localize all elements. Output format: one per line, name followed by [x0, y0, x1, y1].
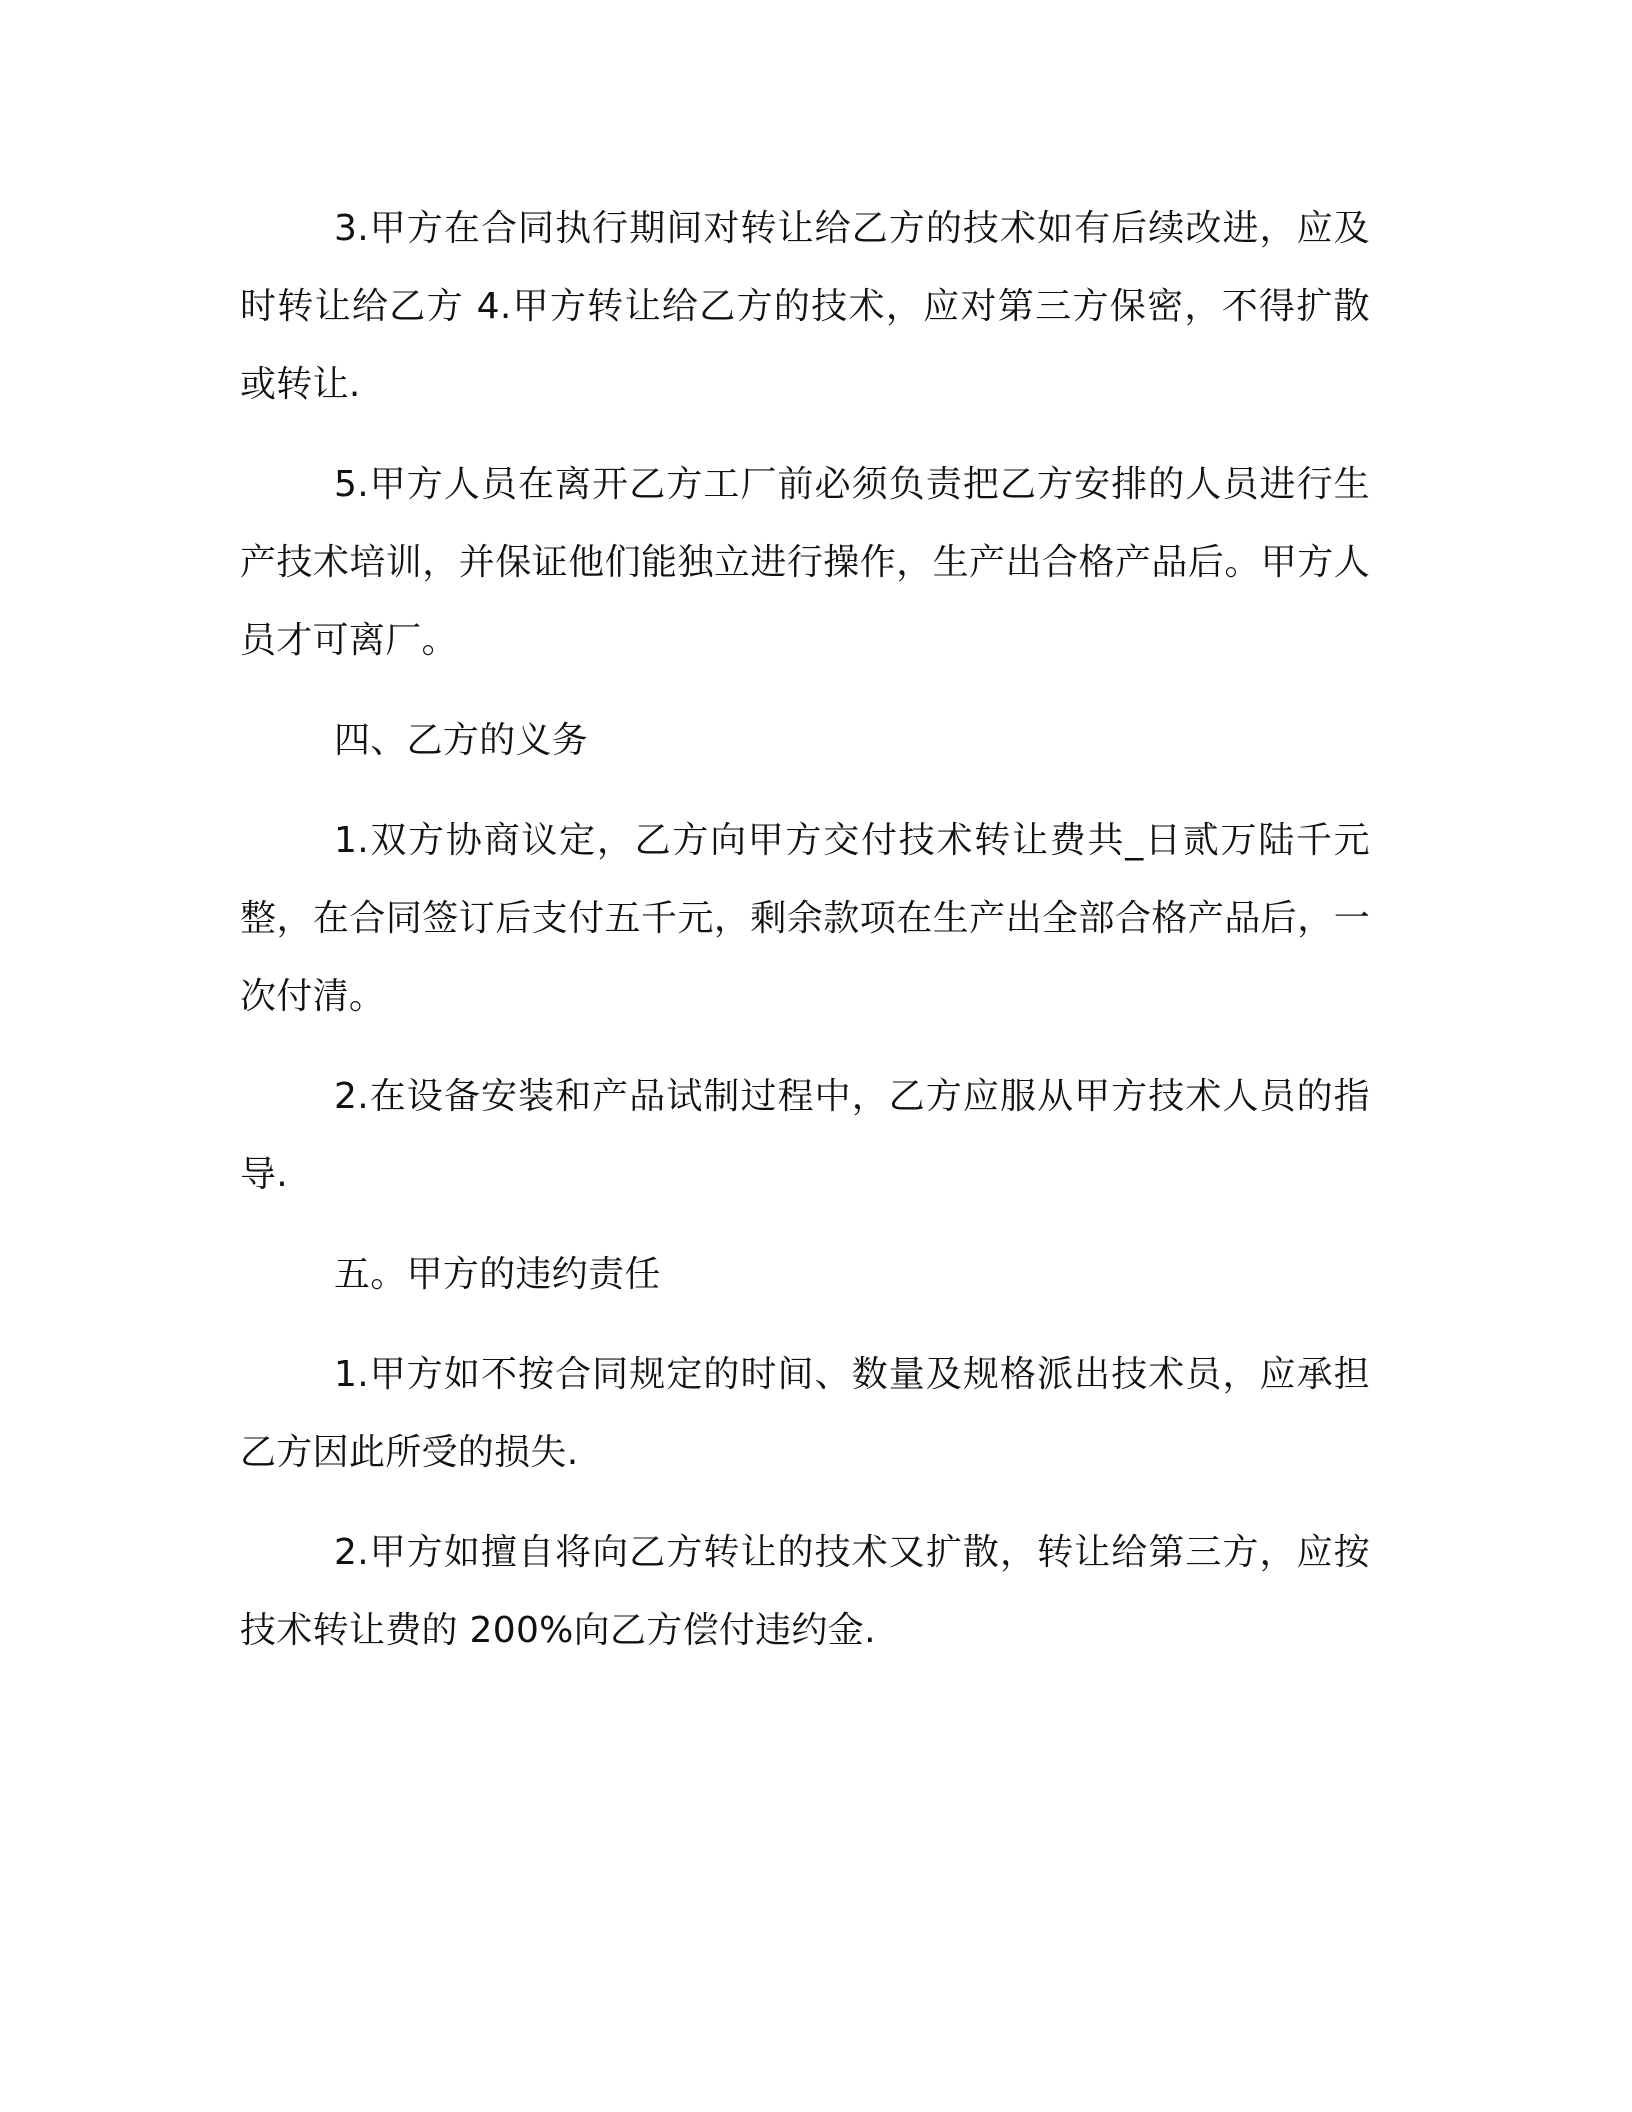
paragraph-penalty: 2.甲方如擅自将向乙方转让的技术又扩散，转让给第三方，应按技术转让费的 200%向乙方偿付违约金.	[240, 1532, 1370, 1651]
paragraph-technician-loss: 1.甲方如不按合同规定的时间、数量及规格派出技术员，应承担乙方因此所受的损失.	[240, 1354, 1370, 1473]
paragraph-party-a-training: 5.甲方人员在离开乙方工厂前必须负责把乙方安排的人员进行生产技术培训，并保证他们能独立进行操作，生产出合格产品后。甲方人员才可离厂。	[240, 464, 1370, 661]
paragraph-party-a-improvement-confidentiality: 3.甲方在合同执行期间对转让给乙方的技术如有后续改进，应及时转让给乙方 4.甲方转让给乙方的技术，应对第三方保密，不得扩散或转让.	[240, 208, 1370, 405]
section-heading-party-a-liability: 五。甲方的违约责任	[334, 1254, 661, 1295]
document-body	[240, 190, 1370, 1670]
section-heading-party-b-obligations: 四、乙方的义务	[334, 720, 589, 761]
paragraph-obey-guidance: 2.在设备安装和产品试制过程中，乙方应服从甲方技术人员的指导.	[240, 1076, 1370, 1195]
paragraph-transfer-fee: 1.双方协商议定，乙方向甲方交付技术转让费共_日贰万陆千元整，在合同签订后支付五千元，剩余款项在生产出全部合格产品后，一次付清。	[240, 820, 1370, 1017]
